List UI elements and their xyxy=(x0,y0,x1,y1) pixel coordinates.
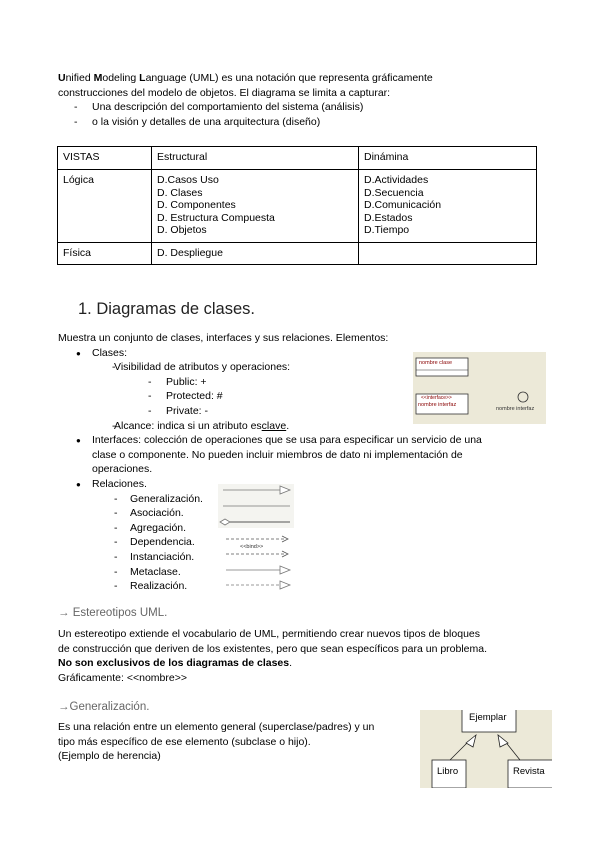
interface-name-label: nombre interfaz xyxy=(418,402,457,408)
bullet-clases: ● Clases: xyxy=(58,346,528,361)
intro-line-2: construcciones del modelo de objetos. El diagrama se limita a capturar: xyxy=(58,86,391,99)
table-cell-item: D. Componentes xyxy=(157,199,236,212)
intro-line-1: Unified Modeling Language (UML) es una notación que representa gráficamente xyxy=(58,72,433,84)
generalizacion-body xyxy=(58,720,408,764)
table-cell-estructural xyxy=(152,243,359,265)
estereotipos-line: Un estereotipo extiende el vocabulario de UML, permitiendo crear nuevos tipos de bloques xyxy=(58,628,480,640)
visibility-public: - Public: + xyxy=(58,375,528,390)
table-row xyxy=(58,243,537,265)
alcance-item: - Alcance: indica si un atributo esclave. xyxy=(58,419,528,434)
relacion-item: - Asociación. xyxy=(58,506,528,521)
estereotipos-grafic: Gráficamente: <<nombre>> xyxy=(58,671,187,684)
relacion-item: - Agregación. xyxy=(58,521,528,536)
table-header-cell: VISTAS xyxy=(58,147,152,170)
table-cell-dinamica xyxy=(359,243,537,265)
intro-bullet: - o la visión y detalles de una arquitectura (diseño) xyxy=(58,115,478,130)
table-cell-item: D.Secuencia xyxy=(364,186,424,199)
estereotipos-heading: → Estereotipos UML. xyxy=(58,607,168,619)
clave-link[interactable]: clave xyxy=(261,419,287,432)
generalizacion-line: tipo más específico de ese elemento (subclase o hijo). xyxy=(58,735,311,748)
table-cell-estructural xyxy=(152,170,359,243)
bullet-relaciones: ● Relaciones. xyxy=(58,477,528,492)
interface-stereotype-label: <<interface>> xyxy=(421,395,452,401)
interface-lollipop xyxy=(518,392,528,402)
table-cell-view: Física xyxy=(58,243,152,265)
table-header-cell: Dinámina xyxy=(359,147,537,170)
generalizacion-line: (Ejemplo de herencia) xyxy=(58,750,161,763)
generalizacion-line: Es una relación entre un elemento general (superclase/padres) y un xyxy=(58,721,375,733)
table-cell-item: D.Comunicación xyxy=(364,199,442,212)
relacion-item: - Realización. xyxy=(58,579,528,594)
child2-label: Revista xyxy=(513,766,545,777)
table-cell-item: D. Estructura Compuesta xyxy=(157,211,275,224)
table-cell-view: Lógica xyxy=(58,170,152,243)
table-cell-item: D. Despliegue xyxy=(157,247,223,259)
realizacion-arrow-icon xyxy=(280,581,290,589)
interfaces-line: operaciones. xyxy=(92,463,153,476)
intro-bullet: - Una descripción del comportamiento del sistema (análisis) xyxy=(58,100,478,115)
bullet-interfaces: ● Interfaces: colección de operaciones que se usa para especificar un servicio de una xyxy=(58,433,528,448)
section-heading: 1. Diagramas de clases. xyxy=(78,300,255,318)
section-intro: Muestra un conjunto de clases, interfaces y sus relaciones. Elementos: xyxy=(58,332,389,344)
table-cell-item: D.Tiempo xyxy=(364,224,410,237)
vistas-table xyxy=(57,146,537,265)
inheritance-figure xyxy=(420,710,552,788)
estereotipos-body xyxy=(58,627,538,685)
table-cell-item: D. Clases xyxy=(157,186,203,199)
table-cell-item: D.Estados xyxy=(364,211,413,224)
child1-arrow-icon xyxy=(466,735,476,747)
metaclase-arrow-icon xyxy=(280,566,290,574)
class-name-label: nombre clase xyxy=(419,360,453,366)
interface-lollipop-label: nombre interfaz xyxy=(496,406,535,412)
visibility-protected: - Protected: # xyxy=(58,389,528,404)
visibility-private: - Private: - xyxy=(58,404,528,419)
interfaces-line: clase o componente. No pueden incluir miembros de dato ni implementación de xyxy=(92,448,463,461)
generalizacion-heading: →Generalización. xyxy=(58,701,150,713)
intro-paragraph xyxy=(58,71,478,129)
visibilidad-item: - Visibilidad de atributos y operaciones: xyxy=(58,360,528,375)
table-row xyxy=(58,170,537,243)
relacion-item: - Instanciación. xyxy=(58,550,528,565)
table-header-cell: Estructural xyxy=(152,147,359,170)
table-cell-item: D. Objetos xyxy=(157,224,207,237)
relacion-item: - Dependencia. xyxy=(58,535,528,550)
table-cell-item: D.Casos Uso xyxy=(157,174,219,186)
table-header-row xyxy=(58,147,537,170)
estereotipos-bold-line: No son exclusivos de los diagramas de clases. xyxy=(58,657,293,670)
table-cell-dinamica xyxy=(359,170,537,243)
parent-label: Ejemplar xyxy=(469,712,507,723)
relacion-item: - Metaclase. xyxy=(58,565,528,580)
table-cell-item: D.Actividades xyxy=(364,174,429,186)
relacion-item: - Generalización. xyxy=(58,492,528,507)
bind-label: <<bind>> xyxy=(240,544,264,550)
child1-label: Libro xyxy=(437,766,459,777)
estereotipos-line: de construcción que deriven de los existentes, pero que sean específicos para un problema. xyxy=(58,642,488,655)
relations-figure-top xyxy=(218,484,294,528)
class-interface-figure xyxy=(413,352,546,424)
child2-arrow-icon xyxy=(498,735,508,747)
